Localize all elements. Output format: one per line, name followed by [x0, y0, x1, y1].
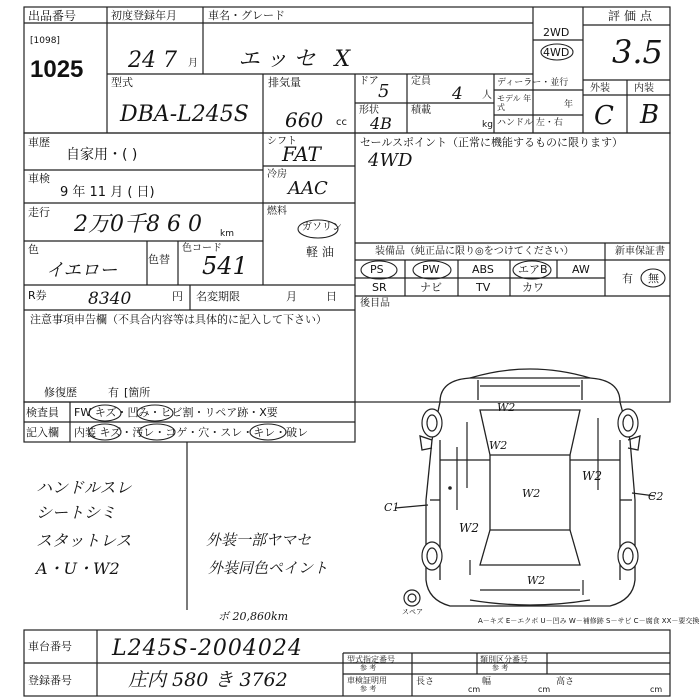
interior-grade: B [640, 100, 660, 130]
model-year-unit: 年 [564, 100, 574, 110]
selling-points-value: 4WD [368, 150, 413, 171]
drive-4wd: 4WD [543, 46, 570, 59]
diagram-label-rear: W2 [527, 574, 546, 587]
car-name-label: 車名・グレード [208, 9, 285, 22]
equip-aw: AW [572, 263, 590, 276]
repair-place: [箇所 [124, 386, 151, 399]
equip-sr: SR [372, 281, 387, 294]
color-code-value: 541 [202, 252, 248, 280]
lot-sub: [1098] [30, 36, 60, 46]
inspector-label2: 記入欄 [26, 426, 59, 439]
type-designation-label: 型式指定番号 [347, 655, 395, 664]
height-label: 高さ [556, 677, 575, 687]
color-code-label: 色コード [182, 243, 222, 254]
first-reg-value: 24 7 [128, 48, 177, 73]
displacement-value: 660 [285, 108, 324, 132]
wheels [404, 409, 638, 606]
warranty-yes: 有 [622, 272, 633, 285]
equip-tv: TV [476, 281, 491, 294]
width-label: 幅 [482, 677, 492, 687]
reg-label: 登録番号 [28, 674, 72, 687]
aircon-value: AAC [288, 178, 328, 199]
type-designation-sub: 参 考 [360, 664, 377, 672]
remark-line2: シートシミ [36, 503, 117, 522]
diagram-label-hood: W2 [497, 401, 516, 414]
chassis-value: L245S-2004024 [112, 636, 303, 661]
diagram-legend: A－キズ E－エクボ U－凹み W－補修跡 S－サビ C－腐食 XX－要交換 [478, 617, 700, 625]
width-unit: cm [538, 685, 551, 694]
shift-label: シフト [267, 136, 297, 147]
vehicle-cert-label: 車検証明用 [347, 676, 387, 685]
category-label: 類別区分番号 [480, 655, 528, 664]
inspection-value: 9 年 11 月 ( 日) [60, 185, 155, 200]
remark-line5: 外装一部ヤマセ [206, 531, 312, 549]
diagram-label-windshield: W2 [489, 439, 508, 452]
recycle-value: 8340 [88, 289, 132, 309]
fuel-gasoline: ガソリン [302, 222, 342, 233]
diagram-label-left-rear: W2 [459, 521, 479, 535]
remark-line6: 外装同色ペイント [208, 559, 329, 577]
remark-line1: ハンドルスレ [36, 478, 132, 497]
lot-label: 出品番号 [28, 9, 77, 23]
remark-line4: A・U・W2 [36, 559, 120, 578]
inspector-label1: 検査員 [26, 406, 59, 419]
inspection-label: 車検 [28, 172, 50, 185]
repair-history-label: 修復歴 [44, 386, 77, 399]
handle-label: ハンドル 左・右 [497, 118, 563, 128]
length-unit: cm [468, 685, 481, 694]
shift-value: FAT [282, 142, 321, 166]
mileage-value: 2万0千8 6 0 [74, 212, 202, 237]
exterior-grade: C [594, 101, 614, 131]
inspector-row1: FW キズ・凹み・ヒビ割・リペア跡・X要 [74, 406, 278, 419]
load-unit: kg [482, 120, 493, 130]
displacement-unit: cc [336, 117, 347, 128]
usage-value: 自家用・( ) [66, 147, 138, 163]
recycle-unit: 円 [172, 290, 183, 303]
diagram-label-c2: C2 [648, 490, 664, 503]
inspector-row2: 内装 キズ・汚レ・コゲ・穴・スレ・キレ・破レ [74, 426, 309, 439]
diagram-label-right: W2 [582, 469, 602, 483]
diagram-label-roof: W2 [522, 487, 541, 500]
color-label: 色 [28, 243, 39, 256]
height-unit: cm [650, 685, 663, 694]
vehicle-cert-sub: 参 考 [360, 685, 377, 693]
first-reg-label: 初度登録年月 [111, 9, 177, 22]
equip-leather: カワ [522, 281, 544, 294]
mileage-label: 走行 [28, 206, 50, 219]
selling-points-label: セールスポイント（正常に機能するものに限ります） [360, 136, 624, 149]
fuel-diesel: 軽 油 [306, 245, 334, 259]
usage-label: 車歴 [28, 136, 50, 149]
shape-label: 形状 [359, 105, 379, 116]
length-label: 長さ [416, 677, 435, 687]
reg-value: 庄内 580 き 3762 [128, 669, 288, 691]
spare-label: スペア [402, 608, 423, 616]
meigi-label: 名変期限 [196, 290, 240, 303]
load-label: 積載 [411, 105, 431, 116]
mileage-unit: km [220, 229, 234, 239]
drive-2wd: 2WD [543, 26, 570, 39]
exterior-label: 外装 [590, 83, 610, 94]
meigi-month: 月 [286, 290, 297, 303]
lot-number: 1025 [30, 56, 84, 83]
category-sub: 参 考 [492, 664, 509, 672]
equip-ps: PS [370, 263, 384, 276]
chassis-label: 車台番号 [28, 640, 72, 653]
shape-value: 4B [370, 114, 392, 133]
fuel-label: 燃料 [267, 206, 287, 217]
capacity-value: 4 [452, 84, 463, 104]
model-year-label: モデル 年式 [497, 94, 532, 112]
displacement-label: 排気量 [268, 76, 301, 89]
repair-yes: 有 [108, 386, 119, 399]
doors-label: ドア [359, 76, 379, 87]
meigi-day: 日 [326, 290, 337, 303]
first-reg-month-unit: 月 [188, 58, 198, 69]
aircon-label: 冷房 [267, 169, 287, 180]
remark-line3: スタットレス [36, 531, 132, 550]
warranty-no: 無 [648, 272, 659, 285]
color-change-label: 色替 [148, 253, 170, 266]
doors-value: 5 [378, 81, 390, 102]
diagram-label-c1: C1 [384, 501, 400, 514]
equip-airbag: エアB [518, 263, 548, 276]
dealer-label: ディーラー・並行 [497, 78, 569, 88]
equip-abs: ABS [472, 263, 494, 276]
color-value: イエロー [46, 260, 118, 281]
car-name-value: エッセ X [238, 47, 357, 72]
equipment-label: 装備品（純正品に限り◎をつけてください） [375, 246, 574, 257]
notes-label: 注意事項申告欄（不具合内容等は具体的に記入して下さい） [30, 313, 327, 326]
capacity-unit: 人 [482, 90, 492, 101]
model-label: 型式 [111, 76, 133, 89]
equip-pw: PW [422, 263, 440, 276]
remark-line7: ボ 20,860km [218, 610, 289, 623]
model-value: DBA-L245S [120, 102, 249, 127]
score-label: 評価点 [608, 9, 657, 23]
warranty-label: 新車保証書 [615, 246, 665, 257]
score-value: 3.5 [612, 33, 663, 71]
rear-seat-label: 後目品 [360, 298, 390, 309]
interior-label: 内装 [634, 83, 654, 94]
equip-navi: ナビ [420, 281, 442, 294]
recycle-label: R券 [28, 289, 47, 302]
capacity-label: 定員 [411, 76, 431, 87]
